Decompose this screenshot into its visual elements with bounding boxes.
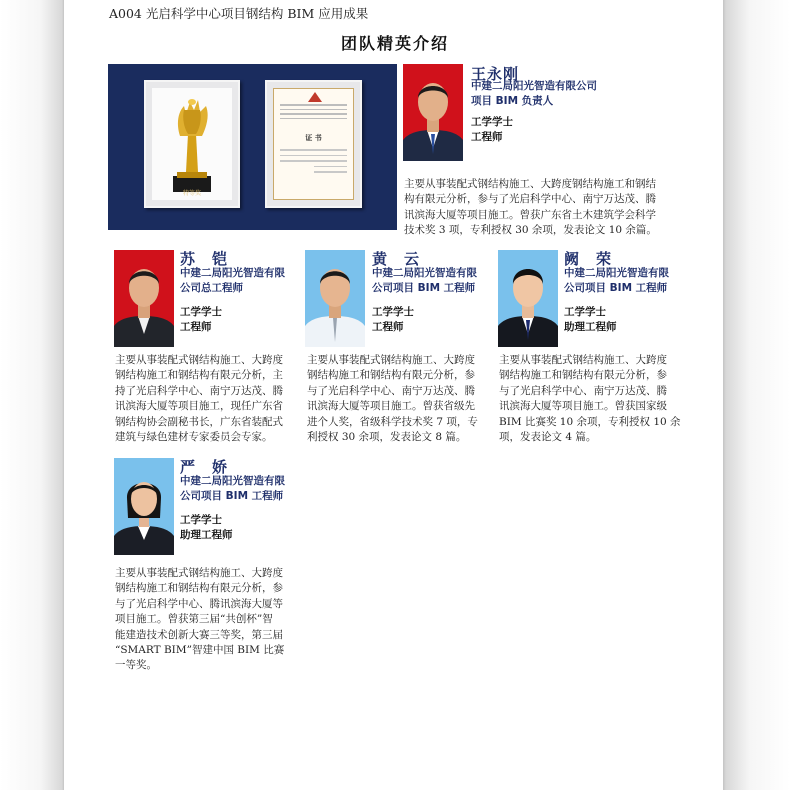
- certificate-body-lines: [280, 145, 347, 177]
- member-description: 主要从事装配式钢结构施工、大跨度 钢结构施工和钢结构有限元分析，参 与了光启科学中心、腾讯滨海大厦等 项目施工。曾获第三届“共创杯”智 能建造技术创新大赛三等奖，第三届 “SMART BIM”智建中国 BIM 比赛 一等奖。: [115, 567, 285, 672]
- page-title: 团队精英介绍: [340, 34, 449, 53]
- trophy-frame: [144, 80, 240, 208]
- portrait-photo: [403, 64, 463, 161]
- member-credentials: 工学学士 工程师: [471, 116, 513, 143]
- member-name: 王永刚: [471, 65, 520, 83]
- certificate-frame: [265, 80, 362, 208]
- certificate-title: 证 书: [305, 133, 322, 142]
- portrait-photo: [114, 458, 174, 555]
- person-portrait-icon: [114, 250, 174, 347]
- member-description: 主要从事装配式钢结构施工、大跨度 钢结构施工和钢结构有限元分析，主 持了光启科学中心、南宁万达茂、腾 讯滨海大厦等项目施工，现任广东省 钢结构协会副秘书长，广东省装配式 建筑与绿色建材专家委员会专家。: [115, 354, 283, 444]
- member-name: 黄 云: [372, 250, 421, 268]
- member-description: 主要从事装配式钢结构施工、大跨度钢结构施工和钢结 构有限元分析，参与了光启科学中心、南宁万达茂、腾 讯滨海大厦等项目施工。曾获广东省土木建筑学会科学 技术奖 3 项，专利授权 30 余项，发表论文 10 余篇。: [404, 178, 657, 237]
- member-org: 中建二局阳光智造有限 公司总工程师: [180, 267, 285, 294]
- member-name: 严 娇: [180, 458, 229, 476]
- person-portrait-icon: [305, 250, 365, 347]
- page-shadow-left: [0, 0, 64, 790]
- person-portrait-icon: [498, 250, 558, 347]
- member-credentials: 工学学士 工程师: [372, 306, 414, 333]
- portrait-photo: [305, 250, 365, 347]
- member-description: 主要从事装配式钢结构施工、大跨度 钢结构施工和钢结构有限元分析，参 与了光启科学中心、南宁万达茂、腾 讯滨海大厦等项目施工。曾获省级先 进个人奖，省级科学技术奖 7 项，专 利授权 30 余项，发表论文 8 篇。: [307, 354, 478, 444]
- person-portrait-icon: [403, 64, 463, 161]
- member-credentials: 工学学士 助理工程师: [180, 514, 233, 541]
- member-credentials: 工学学士 工程师: [180, 306, 222, 333]
- member-description: 主要从事装配式钢结构施工、大跨度 钢结构施工和钢结构有限元分析，参 与了光启科学中心、南宁万达茂、腾 讯滨海大厦等项目施工。曾获国家级 BIM 比赛奖 10 余项，专利授权 10 余 项，发表论文 4 篇。: [499, 354, 681, 444]
- page-shadow-right: [723, 0, 790, 790]
- trophy-icon: [152, 88, 232, 200]
- person-portrait-icon: [114, 458, 174, 555]
- member-name: 阙 荣: [564, 250, 613, 268]
- portrait-photo: [114, 250, 174, 347]
- member-org: 中建二局阳光智造有限公司 项目 BIM 负责人: [471, 80, 597, 107]
- award-panel: [108, 64, 397, 230]
- member-org: 中建二局阳光智造有限 公司项目 BIM 工程师: [372, 267, 477, 294]
- page-header: A004 光启科学中心项目钢结构 BIM 应用成果: [109, 6, 369, 21]
- member-org: 中建二局阳光智造有限 公司项目 BIM 工程师: [180, 475, 285, 502]
- member-name: 苏 铠: [180, 250, 229, 268]
- portrait-photo: [498, 250, 558, 347]
- member-credentials: 工学学士 助理工程师: [564, 306, 617, 333]
- certificate-text-lines: [280, 101, 347, 122]
- trophy-caption: 特等奖: [182, 190, 201, 197]
- member-org: 中建二局阳光智造有限 公司项目 BIM 工程师: [564, 267, 669, 294]
